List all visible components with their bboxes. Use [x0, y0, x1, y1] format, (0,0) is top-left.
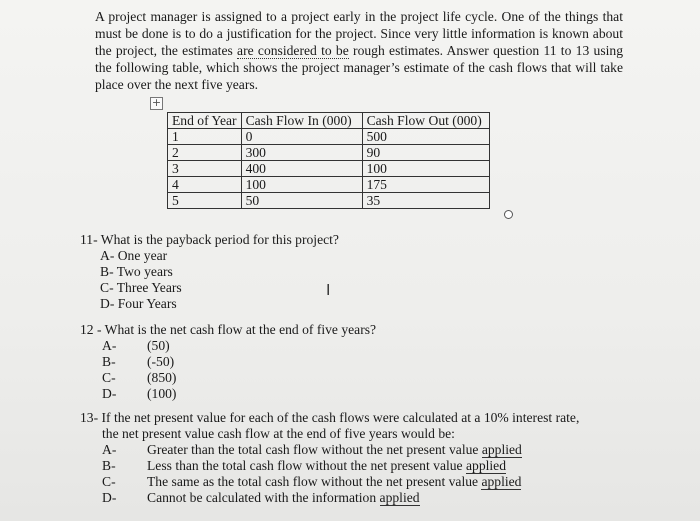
option-letter: D-	[102, 490, 117, 505]
intro-dotted-text: are considered to be	[237, 43, 349, 58]
question-11	[80, 232, 339, 312]
question-13-stem: 13- If the net present value for each of the cash flows were calculated at a 10% interest rate,	[80, 410, 580, 425]
intro-paragraph	[95, 8, 623, 93]
q11-option-a: A- One year	[100, 248, 168, 263]
table-row	[168, 145, 490, 161]
cell-cash-in: 300	[241, 145, 362, 161]
option-letter: D-	[102, 386, 117, 401]
option-text: (100)	[147, 386, 177, 401]
cell-cash-out: 100	[362, 161, 489, 177]
q13-option-c	[80, 474, 620, 490]
table-row	[168, 177, 490, 193]
table-move-handle-icon[interactable]: +	[151, 96, 162, 109]
option-underlined: applied	[481, 474, 522, 489]
header-cash-in: Cash Flow In (000)	[241, 113, 362, 129]
cell-year: 4	[168, 177, 242, 193]
intro-text-2: rough estimates. Answer question 11 to 13 using the following table, which shows the project manager’s estimate of the cash flows that will take place over the next five years.	[95, 43, 623, 92]
cell-cash-in: 50	[241, 193, 362, 209]
cell-cash-out: 35	[362, 193, 489, 209]
table-row	[168, 193, 490, 209]
cell-cash-out: 500	[362, 129, 489, 145]
question-13-stem-line-2: the net present value cash flow at the end of five years would be:	[102, 426, 455, 441]
text-cursor-icon: I	[326, 281, 331, 299]
table-row	[168, 129, 490, 145]
cell-cash-out: 90	[362, 145, 489, 161]
option-underlined: applied	[481, 442, 522, 457]
q12-option-d	[80, 386, 376, 402]
q11-option-c: C- Three Years	[100, 280, 182, 295]
cell-cash-out: 175	[362, 177, 489, 193]
cell-cash-in: 100	[241, 177, 362, 193]
q12-option-a	[80, 338, 376, 354]
cell-year: 5	[168, 193, 242, 209]
cell-year: 2	[168, 145, 242, 161]
cell-year: 1	[168, 129, 242, 145]
option-text: (50)	[147, 338, 170, 353]
intro-text-1: A project manager is assigned to a project early in the project life cycle. One of the things that must be done is to do a justification for the project. Since very little information is known about the project, the estimates	[95, 9, 623, 58]
option-letter: C-	[102, 370, 116, 385]
q11-option-b: B- Two years	[100, 264, 173, 279]
option-letter: A-	[102, 338, 117, 353]
option-text: The same as the total cash flow without the net present value	[147, 474, 482, 489]
q13-option-b	[80, 458, 620, 474]
q13-option-d	[80, 490, 620, 506]
option-text: (850)	[147, 370, 177, 385]
option-text: Less than the total cash flow without the net present value	[147, 458, 466, 473]
question-12	[80, 322, 376, 402]
option-letter: B-	[102, 458, 116, 473]
cell-year: 3	[168, 161, 242, 177]
cell-cash-in: 0	[241, 129, 362, 145]
cash-flow-table	[167, 112, 490, 209]
option-underlined: applied	[466, 458, 507, 473]
question-12-stem: 12 - What is the net cash flow at the end of five years?	[80, 322, 377, 337]
option-text: Cannot be calculated with the information	[147, 490, 380, 505]
resize-handle-icon[interactable]	[504, 210, 513, 219]
q11-option-d: D- Four Years	[100, 296, 177, 311]
q12-option-b	[80, 354, 376, 370]
q13-option-a	[80, 442, 620, 458]
table-row	[168, 161, 490, 177]
header-cash-out: Cash Flow Out (000)	[362, 113, 489, 129]
question-11-stem: 11- What is the payback period for this project?	[80, 232, 339, 247]
header-end-of-year: End of Year	[168, 113, 242, 129]
question-13	[80, 410, 620, 506]
option-letter: B-	[102, 354, 116, 369]
table-header-row	[168, 113, 490, 129]
cell-cash-in: 400	[241, 161, 362, 177]
option-letter: A-	[102, 442, 117, 457]
option-text: (-50)	[147, 354, 175, 369]
option-text: Greater than the total cash flow without the net present value	[147, 442, 482, 457]
q12-option-c	[80, 370, 376, 386]
option-underlined: applied	[379, 490, 420, 505]
option-letter: C-	[102, 474, 116, 489]
